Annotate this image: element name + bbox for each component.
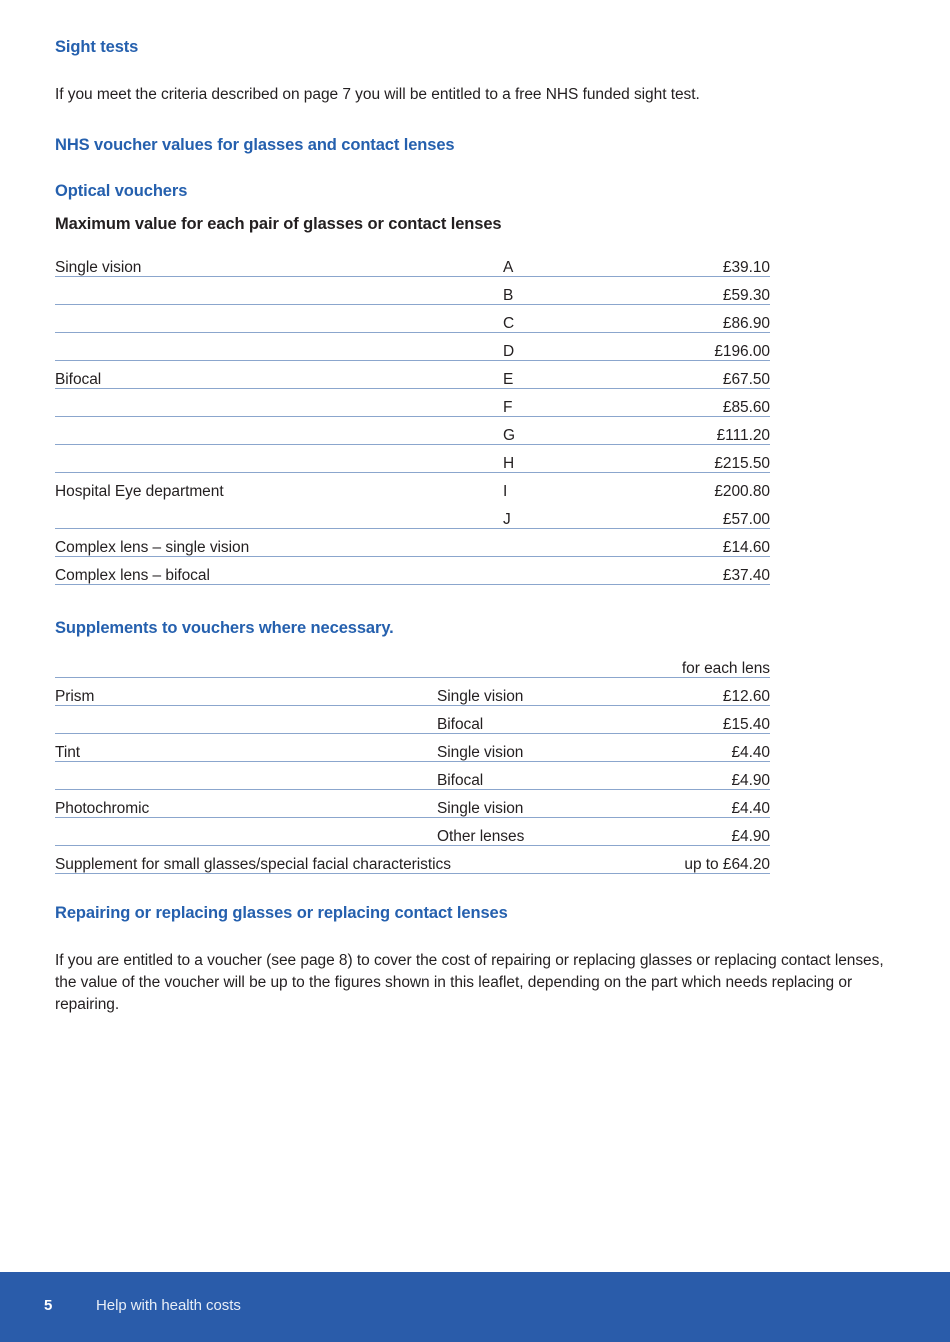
supplements-table (55, 651, 770, 874)
voucher-code: D (463, 333, 563, 361)
table-row (55, 361, 770, 389)
supplement-lens-type: Single vision (437, 733, 617, 761)
supplement-category-label: Prism (55, 677, 437, 705)
page-content (55, 38, 895, 1016)
supplement-value: £4.90 (617, 817, 770, 845)
spacer (55, 874, 895, 904)
header-spacer-cell (437, 651, 617, 678)
voucher-value: £86.90 (563, 305, 770, 333)
table-row (55, 817, 770, 845)
voucher-code (463, 557, 563, 585)
voucher-value: £215.50 (563, 445, 770, 473)
voucher-value: £85.60 (563, 389, 770, 417)
table-row (55, 333, 770, 361)
table-row (55, 705, 770, 733)
voucher-category-label: Complex lens – single vision (55, 529, 463, 557)
voucher-code: I (503, 482, 508, 500)
supplement-value: £15.40 (617, 705, 770, 733)
spacer (55, 585, 895, 619)
voucher-code: E (463, 361, 563, 389)
table-row (55, 249, 770, 277)
voucher-value: £37.40 (563, 557, 770, 585)
supplements-header-row (55, 651, 770, 678)
voucher-code: H (463, 445, 563, 473)
voucher-value: £200.80 (714, 482, 770, 500)
voucher-category-label (55, 417, 463, 445)
voucher-category-label (55, 389, 463, 417)
spacer (55, 201, 895, 215)
table-row (55, 733, 770, 761)
voucher-category-label: Bifocal (55, 361, 463, 389)
spacer (55, 106, 895, 136)
supplement-category-label (55, 817, 437, 845)
spacer (55, 58, 895, 84)
supplement-category-label: Photochromic (55, 789, 437, 817)
table-row-final (55, 845, 770, 873)
voucher-value: £57.00 (563, 501, 770, 529)
heading-sight-tests: Sight tests (55, 38, 139, 56)
voucher-code: B (463, 277, 563, 305)
voucher-code: F (463, 389, 563, 417)
table-row (55, 529, 770, 557)
voucher-category-label: Complex lens – bifocal (55, 557, 463, 585)
voucher-category-label (55, 305, 463, 333)
voucher-category-label (55, 333, 463, 361)
table-row (55, 789, 770, 817)
voucher-code: A (463, 249, 563, 277)
voucher-value: £14.60 (563, 529, 770, 557)
voucher-code: J (463, 501, 563, 529)
footer-page-number: 5 (44, 1297, 53, 1314)
voucher-code: G (463, 417, 563, 445)
voucher-value: £111.20 (563, 417, 770, 445)
supplement-lens-type: Bifocal (437, 761, 617, 789)
table-row (55, 389, 770, 417)
voucher-value: £39.10 (563, 249, 770, 277)
optical-vouchers-table (55, 249, 770, 585)
table-row (55, 445, 770, 473)
supplements-tbody (55, 651, 770, 874)
header-spacer-cell (55, 651, 437, 678)
optical-vouchers-tbody (55, 249, 770, 585)
supplement-value: £4.90 (617, 761, 770, 789)
spacer (55, 639, 895, 651)
supplement-lens-type: Other lenses (437, 817, 617, 845)
voucher-code (463, 529, 563, 557)
supplement-lens-type: Bifocal (437, 705, 617, 733)
voucher-value: £196.00 (563, 333, 770, 361)
table-row (55, 761, 770, 789)
supplement-value: £4.40 (617, 733, 770, 761)
spacer (55, 924, 895, 950)
voucher-category-label (55, 277, 463, 305)
supplement-category-label (55, 761, 437, 789)
subheading-maximum-value: Maximum value for each pair of glasses or contact lenses (55, 215, 502, 234)
page-footer-bar (0, 1272, 950, 1342)
footer-document-title: Help with health costs (96, 1297, 241, 1314)
heading-optical-vouchers: Optical vouchers (55, 181, 188, 200)
heading-supplements: Supplements to vouchers where necessary. (55, 619, 394, 638)
voucher-category-label (55, 445, 463, 473)
heading-repairing-replacing: Repairing or replacing glasses or replacing contact lenses (55, 903, 508, 922)
paragraph-repairing-replacing: If you are entitled to a voucher (see page 8) to cover the cost of repairing or replacing glasses or replacing contact lenses, the value of the voucher will be up to the figures shown in this leaflet, depending on the part which needs replacing or repairing. (55, 951, 884, 1013)
supplement-value: £12.60 (617, 677, 770, 705)
supplement-value: £4.40 (617, 789, 770, 817)
heading-nhs-voucher-values: NHS voucher values for glasses and contact lenses (55, 135, 455, 154)
voucher-code: C (463, 305, 563, 333)
page-footer-content (0, 1294, 950, 1318)
voucher-category-label: Single vision (55, 249, 463, 277)
table-row (55, 501, 770, 529)
supplement-category-label: Tint (55, 733, 437, 761)
table-row (55, 557, 770, 585)
table-row (55, 417, 770, 445)
supplement-small-glasses-label: Supplement for small glasses/special facial characteristics (55, 845, 617, 873)
supplement-lens-type: Single vision (437, 677, 617, 705)
voucher-category-label: Hospital Eye department (55, 482, 224, 500)
spacer (55, 235, 895, 249)
table-row (55, 305, 770, 333)
spacer (55, 156, 895, 182)
table-row (55, 473, 770, 501)
paragraph-sight-tests: If you meet the criteria described on page 7 you will be entitled to a free NHS funded sight test. (55, 85, 700, 103)
supplement-small-glasses-value: up to £64.20 (617, 845, 770, 873)
column-header-for-each-lens: for each lens (617, 651, 770, 678)
voucher-category-label (55, 501, 463, 529)
supplement-category-label (55, 705, 437, 733)
table-row (55, 277, 770, 305)
voucher-value: £67.50 (563, 361, 770, 389)
table-row (55, 677, 770, 705)
voucher-value: £59.30 (563, 277, 770, 305)
supplement-lens-type: Single vision (437, 789, 617, 817)
